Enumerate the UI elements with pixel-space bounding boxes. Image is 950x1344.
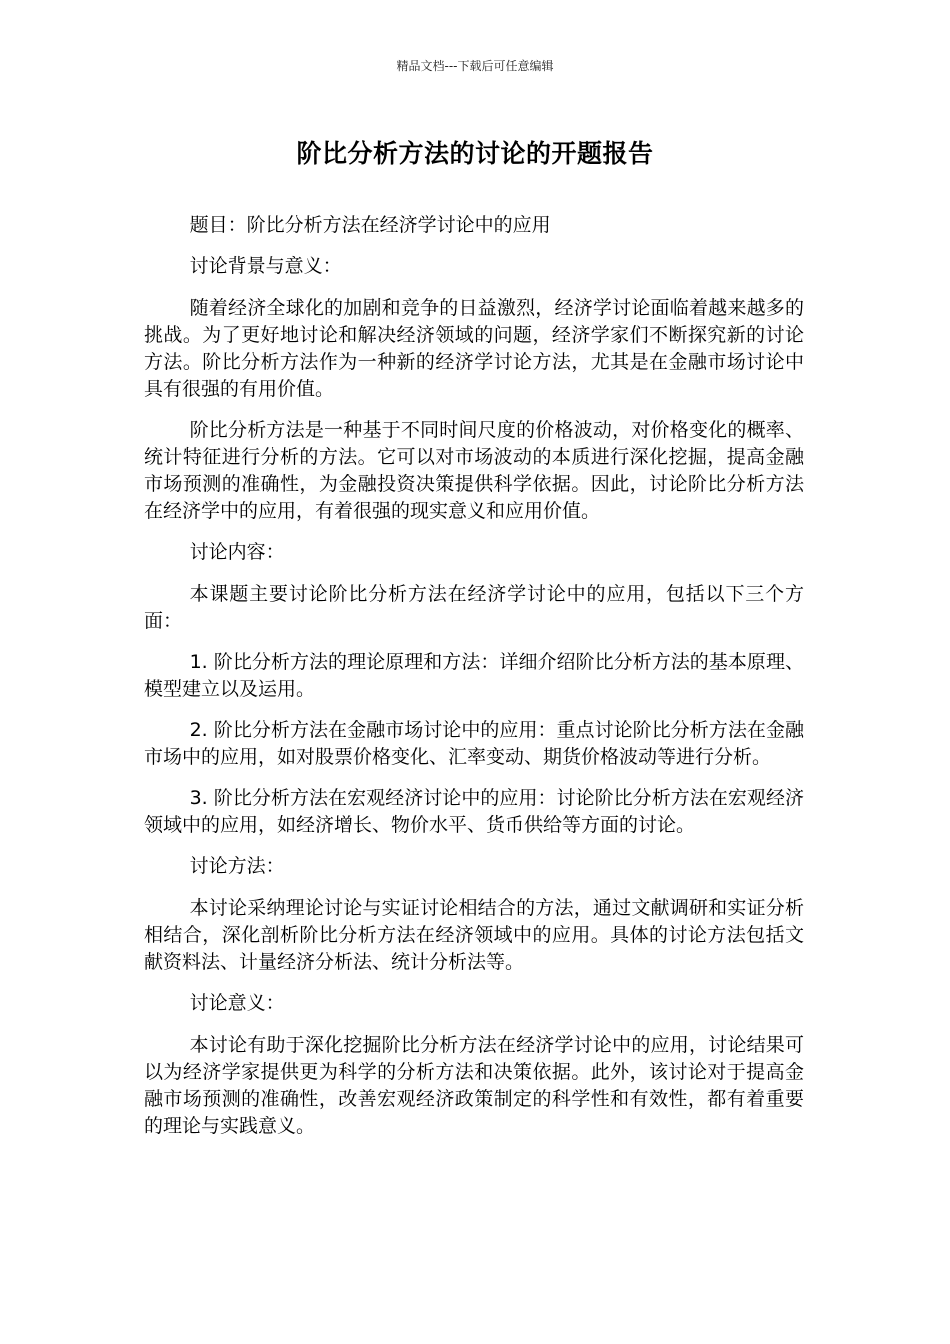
list-item-2: 2. 阶比分析方法在金融市场讨论中的应用：重点讨论阶比分析方法在金融市场中的应用，如对股票价格变化、汇率变动、期货价格波动等进行分析。 xyxy=(144,719,804,768)
section-label-significance: 讨论意义： xyxy=(189,992,285,1014)
list-item-1: 1. 阶比分析方法的理论原理和方法：详细介绍阶比分析方法的基本原理、模型建立以及运用。 xyxy=(144,651,804,700)
section-label-method: 讨论方法： xyxy=(189,855,285,877)
list-item-3: 3. 阶比分析方法在宏观经济讨论中的应用：讨论阶比分析方法在宏观经济领域中的应用，如经济增长、物价水平、货币供给等方面的讨论。 xyxy=(144,787,804,836)
paragraph-background-1: 随着经济全球化的加剧和竞争的日益激烈，经济学讨论面临着越来越多的挑战。为了更好地讨论和解决经济领域的问题，经济学家们不断探究新的讨论方法。阶比分析方法作为一种新的经济学讨论方法，尤其是在金融市场讨论中具有很强的有用价值。 xyxy=(144,297,804,400)
section-label-background: 讨论背景与意义： xyxy=(189,255,342,277)
paragraph-content-intro: 本课题主要讨论阶比分析方法在经济学讨论中的应用，包括以下三个方面： xyxy=(144,583,804,632)
section-label-content: 讨论内容： xyxy=(189,541,285,563)
paragraph-method: 本讨论采纳理论讨论与实证讨论相结合的方法，通过文献调研和实证分析相结合，深化剖析阶比分析方法在经济领域中的应用。具体的讨论方法包括文献资料法、计量经济分析法、统计分析法等。 xyxy=(144,897,804,973)
document-title: 阶比分析方法的讨论的开题报告 xyxy=(296,139,654,168)
topic-line: 题目：阶比分析方法在经济学讨论中的应用 xyxy=(189,214,551,236)
paragraph-significance: 本讨论有助于深化挖掘阶比分析方法在经济学讨论中的应用，讨论结果可以为经济学家提供更为科学的分析方法和决策依据。此外，该讨论对于提高金融市场预测的准确性，改善宏观经济政策制定的科学性和有效性，都有着重要的理论与实践意义。 xyxy=(144,1034,804,1137)
page-header-note: 精品文档---下载后可任意编辑 xyxy=(396,59,554,73)
paragraph-background-2: 阶比分析方法是一种基于不同时间尺度的价格波动，对价格变化的概率、统计特征进行分析的方法。它可以对市场波动的本质进行深化挖掘，提高金融市场预测的准确性，为金融投资决策提供科学依据。因此，讨论阶比分析方法在经济学中的应用，有着很强的现实意义和应用价值。 xyxy=(144,419,804,522)
document-body xyxy=(144,212,804,1154)
